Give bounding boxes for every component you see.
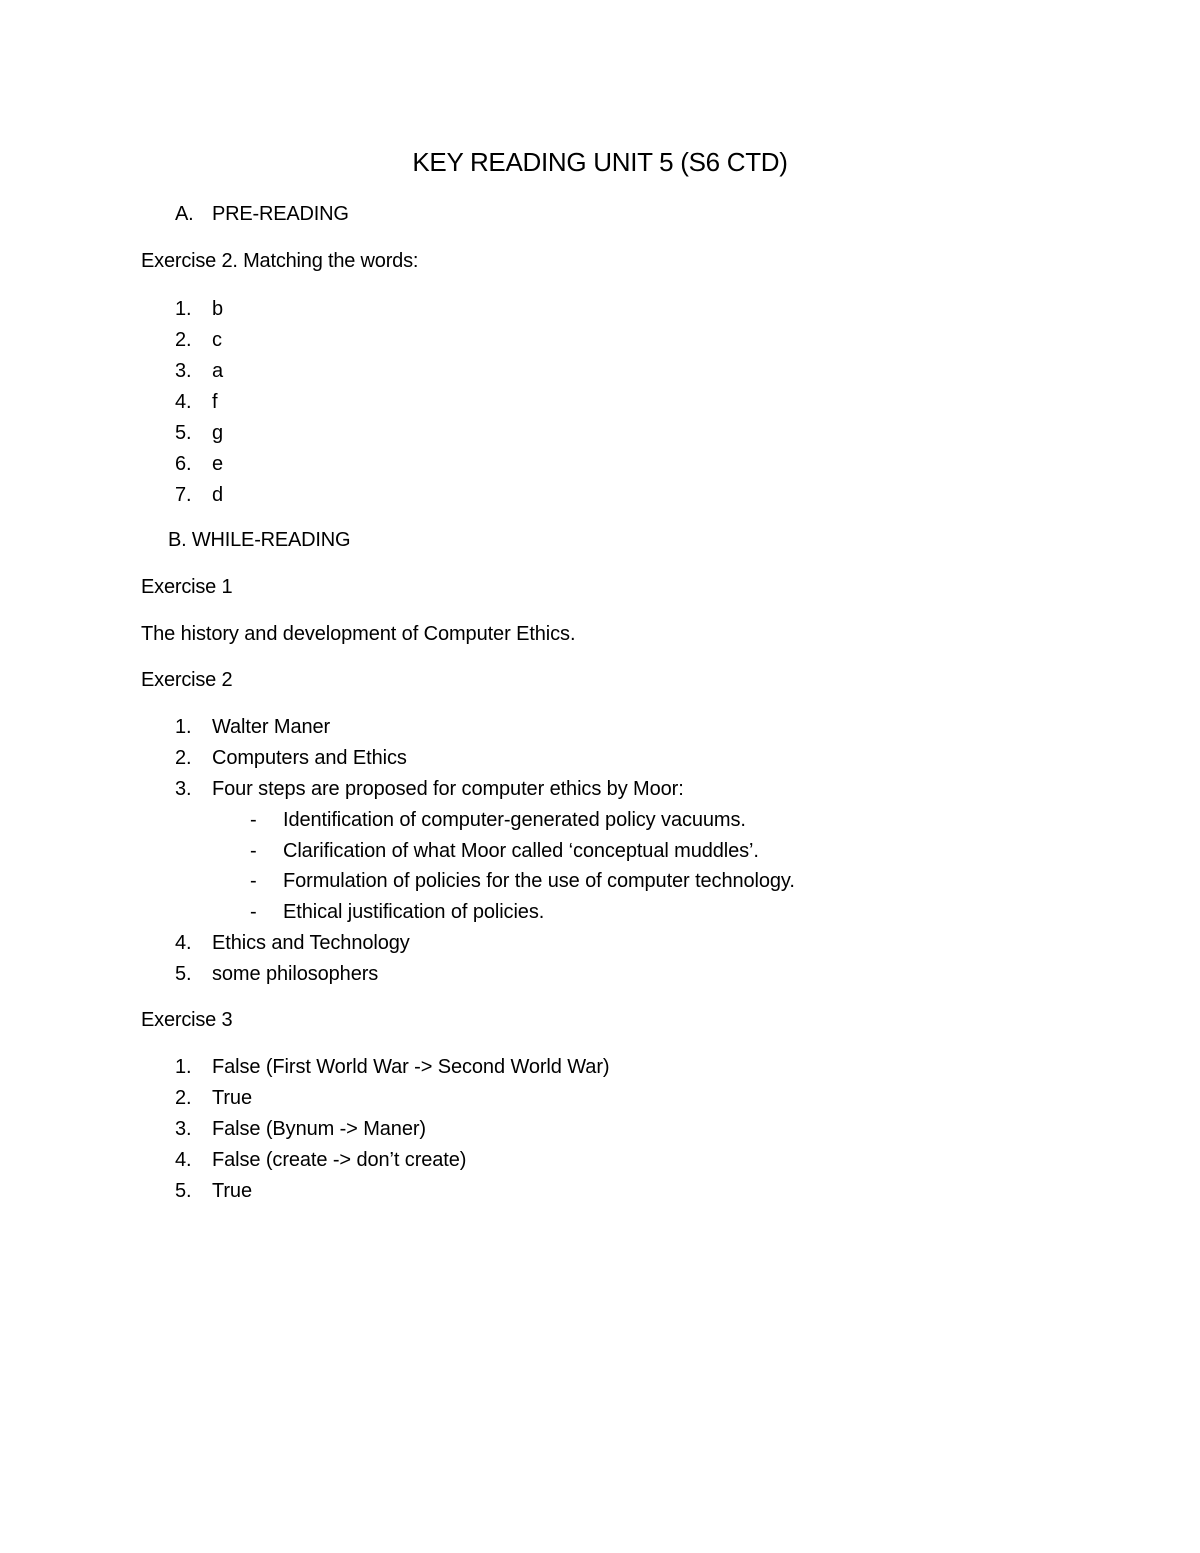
dash-bullet: - [250, 809, 257, 831]
item-number: 4. [175, 932, 192, 954]
item-text: True [212, 1180, 252, 1202]
item-number: 2. [175, 747, 192, 769]
item-number: 2. [175, 1087, 192, 1109]
item-text: Ethics and Technology [212, 932, 410, 954]
item-text: Clarification of what Moor called ‘conceptual muddles’. [283, 839, 759, 862]
exercise-1-answer: The history and development of Computer Ethics. [141, 623, 576, 645]
item-text: a [212, 360, 224, 382]
item-text: False (create -> don’t create) [212, 1149, 467, 1171]
item-number: 5. [175, 963, 192, 985]
item-text: some philosophers [212, 963, 379, 985]
exercise-1-heading: Exercise 1 [141, 576, 233, 598]
section-a-heading [175, 200, 349, 228]
item-text: c [212, 329, 222, 351]
item-text: b [212, 298, 224, 320]
document-title: KEY READING UNIT 5 (S6 CTD) [412, 147, 788, 177]
exercise-3-heading: Exercise 3 [141, 1009, 233, 1031]
item-number: 1. [175, 716, 192, 738]
item-number: 5. [175, 422, 192, 444]
dash-bullet: - [250, 839, 257, 862]
item-text: Ethical justification of policies. [283, 901, 545, 924]
item-number: 1. [175, 1056, 192, 1078]
item-number: 1. [175, 298, 192, 320]
item-number: 6. [175, 453, 192, 475]
item-number: 2. [175, 329, 192, 351]
dash-bullet: - [250, 901, 257, 924]
item-text: g [212, 422, 224, 444]
section-a-label: PRE-READING [212, 203, 349, 225]
item-text: True [212, 1087, 252, 1109]
item-text: Computers and Ethics [212, 747, 407, 769]
item-text: d [212, 484, 224, 506]
item-text: Four steps are proposed for computer ethics by Moor: [212, 778, 684, 800]
item-text: Formulation of policies for the use of computer technology. [283, 870, 795, 893]
section-a-marker: A. [175, 203, 194, 225]
item-text: Identification of computer-generated policy vacuums. [283, 809, 746, 831]
item-number: 4. [175, 1149, 192, 1171]
section-b-heading: B. WHILE-READING [168, 529, 351, 551]
item-text: e [212, 453, 224, 475]
item-number: 5. [175, 1180, 192, 1202]
item-number: 3. [175, 1118, 192, 1140]
item-number: 3. [175, 778, 192, 800]
item-text: Walter Maner [212, 716, 331, 738]
exercise-matching-heading: Exercise 2. Matching the words: [141, 250, 419, 272]
dash-bullet: - [250, 870, 257, 893]
item-number: 4. [175, 391, 192, 413]
item-text: False (Bynum -> Maner) [212, 1118, 426, 1140]
item-text: False (First World War -> Second World War) [212, 1056, 610, 1078]
item-number: 3. [175, 360, 192, 382]
item-text: f [212, 391, 218, 413]
exercise-2-heading: Exercise 2 [141, 669, 233, 691]
item-number: 7. [175, 484, 192, 506]
